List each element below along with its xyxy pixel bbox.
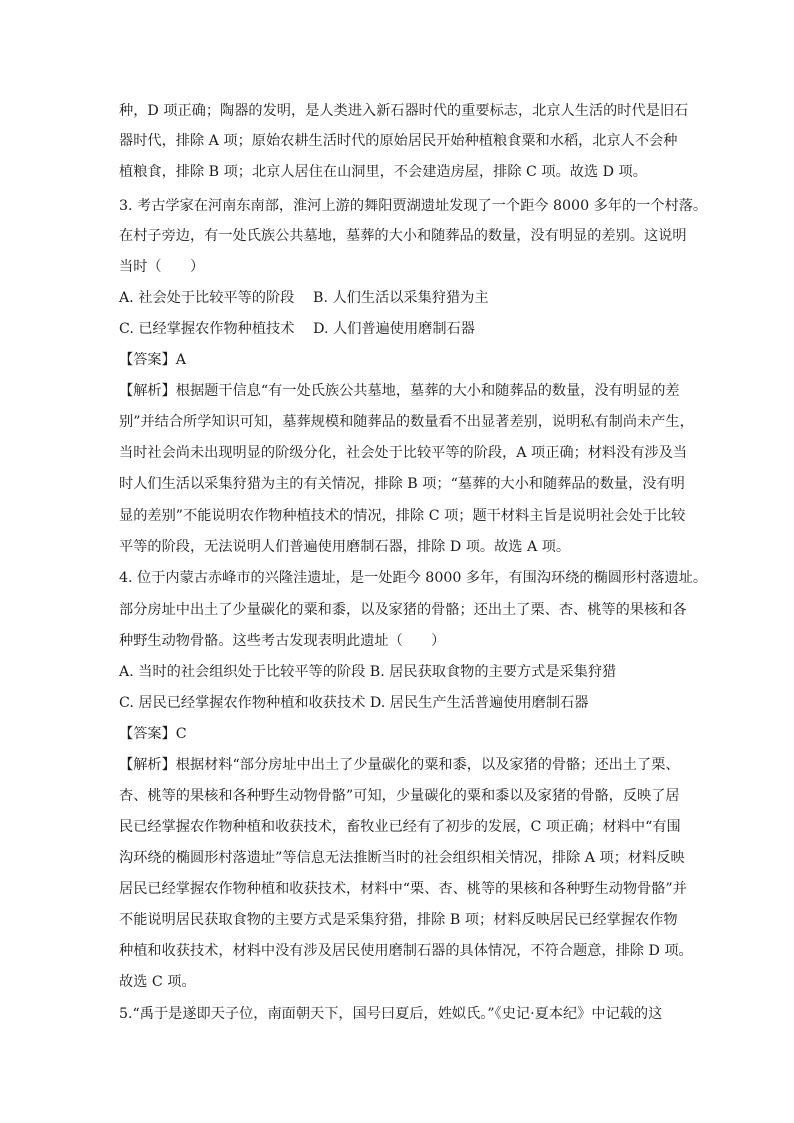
question-3-answer: 【答案】A [119, 352, 186, 368]
question-3-stem: 3. 考古学家在河南东南部，淮河上游的舞阳贾湖遗址发现了一个距今 8000 多年的一个村落。 [119, 198, 708, 214]
question-4-analysis: 【解析】根据材料“部分房址中出土了少量碳化的粟和黍，以及家猪的骨骼；还出土了栗、 [119, 757, 680, 773]
question-4-options-ab: A. 当时的社会组织处于比较平等的阶段 B. 居民获取食物的主要方式是采集狩猎 [119, 664, 617, 680]
question-3-analysis: 【解析】根据题干信息“有一处氏族公共墓地，墓葬的大小和随葬品的数量，没有明显的差 [119, 383, 680, 399]
question-3-options-cd: C. 已经掌握农作物种植技术 D. 人们普遍使用磨制石器 [119, 321, 475, 337]
question-3-analysis: 平等的阶段，无法说明人们普遍使用磨制石器，排除 D 项。故选 A 项。 [119, 539, 571, 555]
question-4-analysis: 沟环绕的椭圆形村落遗址”等信息无法推断当时的社会组织相关情况，排除 A 项；材料反映 [119, 850, 685, 866]
question-3-analysis: 显的差别”不能说明农作物种植技术的情况，排除 C 项；题干材料主旨是说明社会处于比较 [119, 508, 686, 524]
answer-explanation-line: 植粮食，排除 B 项；北京人居住在山洞里，不会建造房屋，排除 C 项。故选 D 项。 [119, 164, 647, 180]
question-4-analysis: 杏、桃等的果核和各种野生动物骨骼”可知，少量碳化的粟和黍以及家猪的骨骼，反映了居 [119, 788, 680, 804]
answer-explanation-line: 器时代，排除 A 项；原始农耕生活时代的原始居民开始种植粮食粟和水稻，北京人不会种 [119, 133, 678, 149]
question-4-options-cd: C. 居民已经掌握农作物种植和收获技术 D. 居民生产生活普遍使用磨制石器 [119, 695, 589, 711]
question-3-stem: 在村子旁边，有一处氏族公共墓地，墓葬的大小和随葬品的数量，没有明显的差别。这说明 [119, 228, 687, 244]
question-4-answer: 【答案】C [119, 726, 187, 742]
question-5-stem: 5.“禹于是遂即天子位，南面朝天下，国号曰夏后，姓姒氏。”《史记·夏本纪》中记载的这 [119, 1006, 663, 1022]
question-3-analysis: 当时社会尚未出现明显的阶级分化，社会处于比较平等的阶段，A 项正确；材料没有涉及当 [119, 445, 688, 461]
question-3-stem: 当时（ ） [119, 259, 205, 275]
question-3-analysis: 别”并结合所学知识可知，墓葬规模和随葬品的数量看不出显著差别，说明私有制尚未产生， [119, 414, 694, 430]
question-4-analysis: 故选 C 项。 [119, 974, 196, 990]
question-4-analysis: 不能说明居民获取食物的主要方式是采集狩猎，排除 B 项；材料反映居民已经掌握农作物 [119, 912, 678, 928]
answer-explanation-line: 种，D 项正确；陶器的发明，是人类进入新石器时代的重要标志，北京人生活的时代是旧石 [119, 103, 689, 119]
question-4-stem: 4. 位于内蒙古赤峰市的兴隆洼遗址，是一处距今 8000 多年，有围沟环绕的椭圆形村落遗址。 [119, 570, 708, 586]
question-3-analysis: 时人们生活以采集狩猎为主的有关情况，排除 B 项；“墓葬的大小和随葬品的数量，没有明 [119, 476, 685, 492]
question-4-analysis: 民已经掌握农作物种植和收获技术，畜牧业已经有了初步的发展，C 项正确；材料中“有围 [119, 819, 681, 835]
question-4-stem: 种野生动物骨骼。这些考古发现表明此遗址（ ） [119, 633, 446, 649]
question-3-options-ab: A. 社会处于比较平等的阶段 B. 人们生活以采集狩猎为主 [119, 290, 489, 306]
question-4-analysis: 居民已经掌握农作物种植和收获技术，材料中“栗、杏、桃等的果核和各种野生动物骨骼”并 [119, 881, 687, 897]
question-4-stem: 部分房址中出土了少量碳化的粟和黍，以及家猪的骨骼；还出土了栗、杏、桃等的果核和各 [119, 602, 687, 618]
question-4-analysis: 种植和收获技术，材料中没有涉及居民使用磨制石器的具体情况，不符合题意，排除 D 项。 [119, 943, 693, 959]
